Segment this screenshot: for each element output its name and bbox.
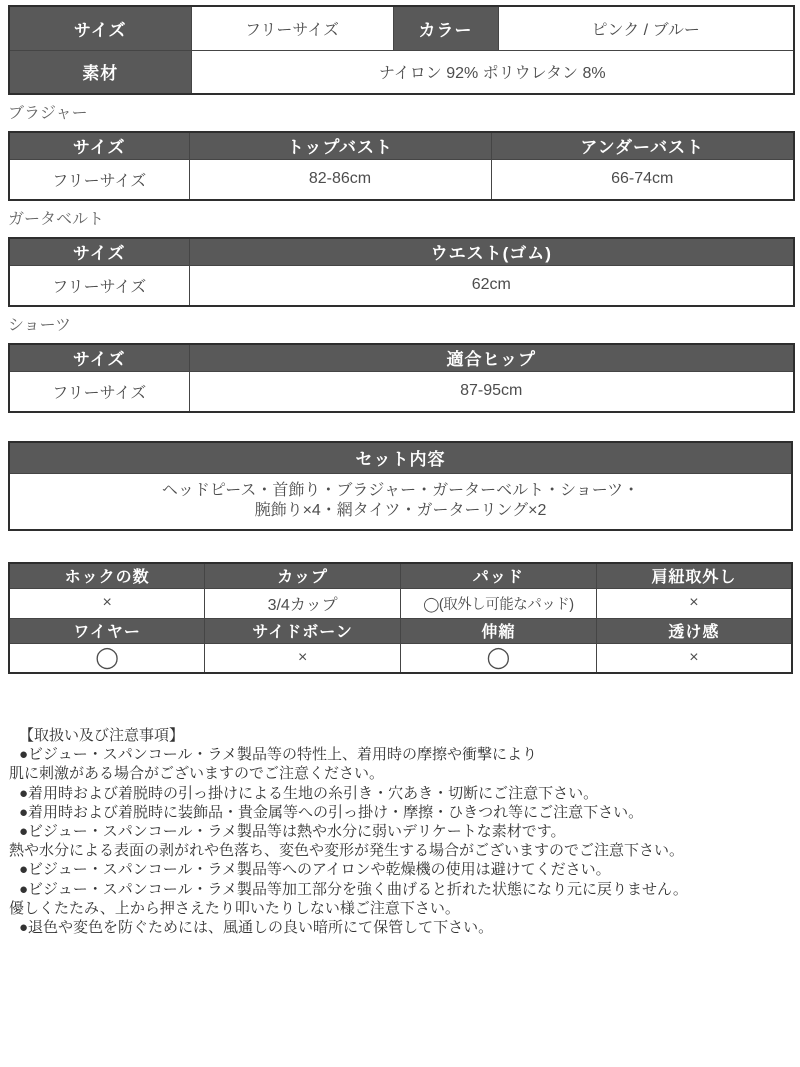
table-row — [9, 371, 794, 412]
cup-value: 3/4カップ — [205, 588, 401, 618]
sheerness-value: × — [596, 643, 792, 673]
note-line: ●退色や変色を防ぐためには、風通しの良い暗所にて保管して下さい。 — [19, 919, 494, 937]
shorts-hip-header: 適合ヒップ — [189, 344, 794, 371]
pad-header: パッド — [401, 563, 597, 588]
table-row — [9, 442, 792, 473]
garter-waist-value: 62cm — [189, 265, 794, 306]
bra-underbust-value: 66-74cm — [491, 159, 794, 200]
note-line: ●着用時および着脱時の引っ掛けによる生地の糸引き・穴あき・切断にご注意下さい。 — [19, 784, 599, 802]
garter-waist-header: ウエスト(ゴム) — [189, 238, 794, 265]
notes-title: 【取扱い及び注意事項】 — [19, 727, 185, 744]
table-row — [9, 50, 794, 94]
note-line: ●着用時および着脱時に装飾品・貴金属等への引っ掛け・摩擦・ひきつれ等にご注意下さい。 — [19, 803, 644, 821]
table-row — [9, 265, 794, 306]
garter-size-header: サイズ — [9, 238, 189, 265]
color-value-cell: ピンク / ブルー — [498, 6, 794, 50]
table-row — [9, 473, 792, 530]
set-contents-header: セット内容 — [9, 442, 792, 473]
stretch-header: 伸縮 — [401, 618, 597, 643]
stretch-value: ◯ — [401, 643, 597, 673]
garter-belt-size-table — [8, 237, 795, 307]
pad-value: ◯(取外し可能なパッド) — [401, 588, 597, 618]
note-line: ●ビジュー・スパンコール・ラメ製品等の特性上、着用時の摩擦や衝撃により — [19, 746, 538, 764]
bra-topbust-header: トップバスト — [189, 132, 491, 159]
shorts-size-value: フリーサイズ — [9, 371, 189, 412]
feature-table — [8, 562, 793, 674]
table-row — [9, 6, 794, 50]
note-line: ●ビジュー・スパンコール・ラメ製品等へのアイロンや乾燥機の使用は避けてください。 — [19, 861, 611, 879]
set-contents-line1: ヘッドピース・首飾り・ブラジャー・ガーターベルト・ショーツ・ — [161, 482, 640, 500]
table-row — [9, 159, 794, 200]
note-line: 熱や水分による表面の剥がれや色落ち、変色や変形が発生する場合がございますのでご注意下さい。 — [9, 842, 685, 860]
strap-removal-value: × — [596, 588, 792, 618]
bra-size-header: サイズ — [9, 132, 189, 159]
material-header-cell: 素材 — [9, 50, 191, 94]
table-row — [9, 643, 792, 673]
set-contents-body — [9, 473, 792, 530]
bra-size-table — [8, 131, 795, 201]
note-line: ●ビジュー・スパンコール・ラメ製品等は熱や水分に弱いデリケートな素材です。 — [19, 823, 566, 841]
material-value-cell: ナイロン 92% ポリウレタン 8% — [191, 50, 794, 94]
note-line: 肌に刺激がある場合がございますのでご注意ください。 — [9, 765, 385, 783]
note-line: ●ビジュー・スパンコール・ラメ製品等加工部分を強く曲げると折れた状態になり元に戻りません。 — [19, 880, 688, 898]
handling-notes — [8, 726, 793, 937]
table-row — [9, 588, 792, 618]
shorts-hip-value: 87-95cm — [189, 371, 794, 412]
bra-topbust-value: 82-86cm — [189, 159, 491, 200]
hook-count-value: × — [9, 588, 205, 618]
hook-count-header: ホックの数 — [9, 563, 205, 588]
bra-underbust-header: アンダーバスト — [491, 132, 794, 159]
wire-header: ワイヤー — [9, 618, 205, 643]
sheerness-header: 透け感 — [596, 618, 792, 643]
section-label-shorts: ショーツ — [8, 317, 72, 334]
side-bone-header: サイドボーン — [205, 618, 401, 643]
wire-value: ◯ — [9, 643, 205, 673]
table-row — [9, 344, 794, 371]
strap-removal-header: 肩紐取外し — [596, 563, 792, 588]
shorts-size-table — [8, 343, 795, 413]
side-bone-value: × — [205, 643, 401, 673]
section-label-garter-belt: ガータベルト — [8, 211, 105, 228]
set-contents-table — [8, 441, 793, 531]
set-contents-line2: 腕飾り×4・網タイツ・ガーターリング×2 — [254, 502, 547, 520]
section-label-bra: ブラジャー — [8, 105, 88, 122]
table-row — [9, 563, 792, 588]
garter-size-value: フリーサイズ — [9, 265, 189, 306]
table-row — [9, 618, 792, 643]
table-row — [9, 132, 794, 159]
size-value-cell: フリーサイズ — [191, 6, 393, 50]
bra-size-value: フリーサイズ — [9, 159, 189, 200]
shorts-size-header: サイズ — [9, 344, 189, 371]
note-line: 優しくたたみ、上から押さえたり叩いたりしない様ご注意下さい。 — [9, 899, 460, 917]
size-header-cell: サイズ — [9, 6, 191, 50]
spec-table — [8, 5, 795, 95]
color-header-cell: カラー — [393, 6, 498, 50]
cup-header: カップ — [205, 563, 401, 588]
table-row — [9, 238, 794, 265]
